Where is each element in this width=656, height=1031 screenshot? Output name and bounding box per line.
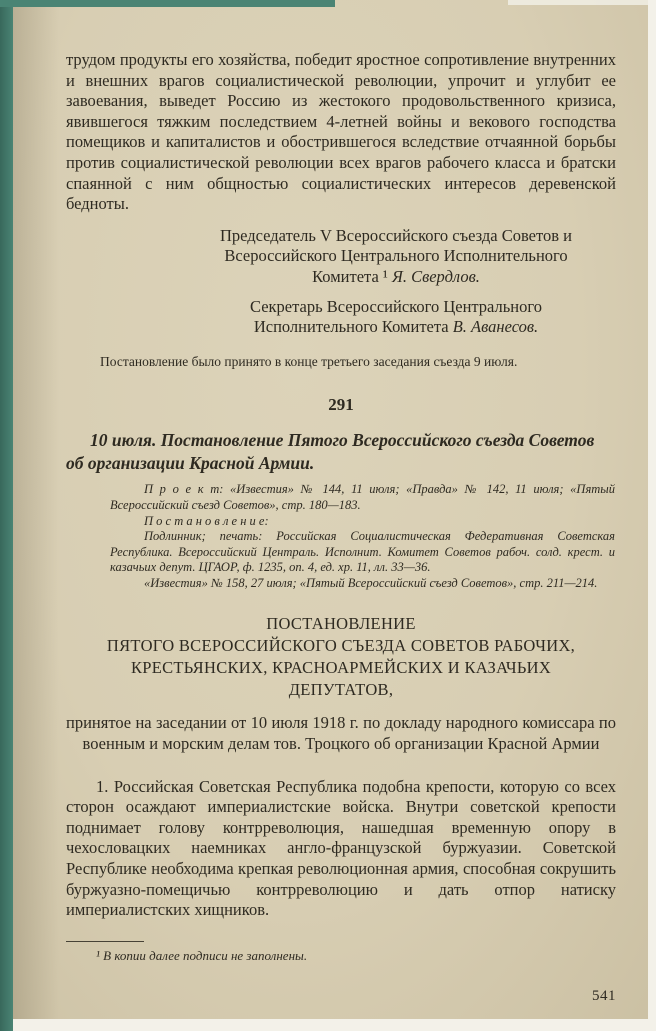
secretary-signature-name: В. Аванесов.: [452, 317, 539, 337]
chairman-signature: [196, 226, 596, 288]
decree-body-paragraph: 1. Российская Советская Республика подобна крепости, которую со всех сторон осаждают империалистские войска. Внутри советской крепости поднимает голову контрреволюция, нашедшая временную опору в чехословацких наемниках англо-французской буржуазии. Советской Республике необходима крепкая революционная армия, способная сокрушить буржуазно-помещичью контрреволюцию и дать отпор натиску империалистских хищников.: [66, 776, 616, 920]
footnote-rule: [66, 941, 144, 942]
section-title: 10 июля. Постановление Пятого Всероссийского съезда Советов об организации Красной Армии.: [66, 430, 595, 474]
book-cover-edge-top: [0, 0, 335, 7]
decree-heading-line: ПЯТОГО ВСЕРОССИЙСКОГО СЪЕЗДА СОВЕТОВ РАБОЧИХ,: [106, 636, 576, 656]
scan-edge-right: [648, 0, 656, 1031]
book-cover-edge-left: [0, 0, 13, 1031]
source-notes: [110, 482, 615, 591]
decree-heading: [66, 613, 616, 701]
chairman-signature-title: Председатель V Всероссийского съезда Советов и Всероссийского Центрального Исполнительного Комитета ¹: [219, 225, 572, 286]
footnote-text: ¹ В копии далее подписи не заполнены.: [96, 947, 308, 963]
source-note-izvestia: «Известия» № 158, 27 июля; «Пятый Всероссийский съезд Советов», стр. 211—214.: [144, 575, 598, 590]
scan-edge-bottom: [13, 1019, 656, 1031]
decree-heading-line: ДЕПУТАТОВ,: [288, 680, 394, 700]
secretary-signature-title: Секретарь Всероссийского Центрального Исполнительного Комитета: [250, 296, 542, 337]
scan-edge-top-right: [508, 0, 648, 5]
decree-heading-line: ПОСТАНОВЛЕНИЕ: [266, 614, 416, 634]
section-number: 291: [328, 394, 354, 414]
secretary-signature: [196, 297, 596, 338]
page-number: 541: [592, 987, 616, 1004]
source-note-project: П р о е к т: «Известия» № 144, 11 июля; «Правда» № 142, 11 июля; «Пятый Всероссийский съезд Советов», стр. 180—183.: [110, 482, 615, 512]
page-content: [66, 50, 616, 1006]
source-note-resolution-label: П о с т а н о в л е н и е:: [144, 513, 269, 528]
source-note-original: Подлинник; печать: Российская Социалистическая Федеративная Советская Республика. Всероссийский Централь. Исполнит. Комитет Советов рабоч. солд. крест. и казачьих депут. ЦГАОР, ф. 1235, оп. 4, ед. хр. 11, лл. 33—36.: [110, 529, 615, 575]
chairman-signature-name: Я. Свердлов.: [391, 266, 480, 286]
binding-shadow: [13, 0, 59, 1031]
adoption-note: Постановление было принято в конце третьего заседания съезда 9 июля.: [100, 353, 518, 369]
decree-heading-line: КРЕСТЬЯНСКИХ, КРАСНОАРМЕЙСКИХ И КАЗАЧЬИХ: [130, 658, 552, 678]
decree-preamble: принятое на заседании от 10 июля 1918 г. по докладу народного комиссара по военным и морским делам тов. Троцкого об организации Красной Армии: [66, 713, 616, 754]
intro-paragraph: трудом продукты его хозяйства, победит яростное сопротивление внутренних и внешних врагов социалистической революции, упрочит и углубит ее завоевания, выведет Россию из жестокого продовольственного кризиса, явившегося тяжким последствием 4-летней войны и векового господства помещиков и капиталистов и обострившегося вследствие отчаянной борьбы против социалистической революции всех врагов рабочего класса и братски спаянной с ним общностью социалистических интересов деревенской бедноты.: [66, 50, 616, 214]
